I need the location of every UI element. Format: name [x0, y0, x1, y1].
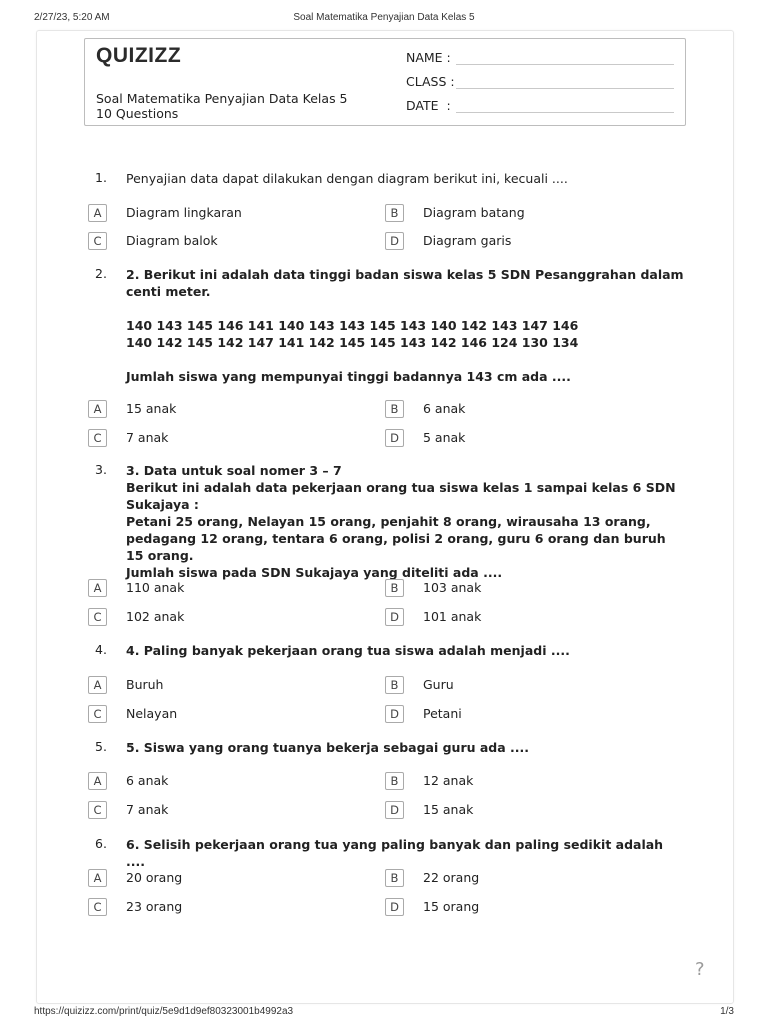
question-paragraph: 140 143 145 146 141 140 143 143 145 143 140 142 143 147 146 140 142 145 142 147 141 142 145 145 143 142 146 124 130 134: [126, 318, 579, 350]
option-label: Diagram balok: [126, 233, 218, 248]
worksheet: [36, 30, 734, 1004]
option-label: 12 anak: [423, 773, 474, 788]
option-letter-box: B: [385, 869, 404, 887]
option-label: Nelayan: [126, 706, 178, 721]
option-label: 15 orang: [423, 899, 480, 914]
option-label: 5 anak: [423, 430, 466, 445]
option-letter-box: D: [385, 898, 404, 916]
option-label: 7 anak: [126, 802, 169, 817]
question-number: 1.: [95, 170, 107, 185]
option-letter-box: A: [88, 204, 107, 222]
option-label: 20 orang: [126, 870, 183, 885]
print-title: Soal Matematika Penyajian Data Kelas 5: [293, 12, 475, 23]
page-number: 1/3: [720, 1006, 734, 1017]
option-letter-box: A: [88, 772, 107, 790]
question-paragraph: Jumlah siswa yang mempunyai tinggi badannya 143 cm ada ....: [126, 369, 571, 384]
option-letter-box: A: [88, 869, 107, 887]
worksheet-header: [84, 38, 686, 126]
question-text: [126, 462, 686, 581]
option-label: 103 anak: [423, 580, 482, 595]
option-letter-box: D: [385, 608, 404, 626]
option-letter-box: C: [88, 429, 107, 447]
option-label: 6 anak: [126, 773, 169, 788]
option-letter-box: D: [385, 705, 404, 723]
option-letter-box: C: [88, 608, 107, 626]
option-label: 102 anak: [126, 609, 185, 624]
option-label: Buruh: [126, 677, 164, 692]
option-letter-box: B: [385, 579, 404, 597]
date-line: [456, 112, 674, 113]
question-paragraph: 6. Selisih pekerjaan orang tua yang paling banyak dan paling sedikit adalah ....: [126, 837, 668, 869]
option-label: 7 anak: [126, 430, 169, 445]
option-label: Diagram lingkaran: [126, 205, 242, 220]
name-label: NAME :: [406, 50, 451, 65]
option-letter-box: C: [88, 898, 107, 916]
print-footer: [0, 1000, 768, 1024]
option-letter-box: A: [88, 400, 107, 418]
option-letter-box: A: [88, 579, 107, 597]
option-label: Diagram garis: [423, 233, 512, 248]
option-letter-box: B: [385, 400, 404, 418]
date-field: [406, 98, 451, 113]
question-text: [126, 170, 686, 187]
option-letter-box: C: [88, 801, 107, 819]
question-number: 6.: [95, 836, 107, 851]
option-letter-box: B: [385, 204, 404, 222]
option-letter-box: D: [385, 232, 404, 250]
option-label: 22 orang: [423, 870, 480, 885]
question-text: [126, 642, 686, 659]
option-letter-box: D: [385, 801, 404, 819]
question-paragraph: 2. Berikut ini adalah data tinggi badan siswa kelas 5 SDN Pesanggrahan dalam centi meter.: [126, 267, 688, 299]
class-line: [456, 88, 674, 89]
quiz-title: Soal Matematika Penyajian Data Kelas 5: [96, 91, 348, 106]
option-label: 101 anak: [423, 609, 482, 624]
option-label: 6 anak: [423, 401, 466, 416]
question-paragraph: 5. Siswa yang orang tuanya bekerja sebagai guru ada ....: [126, 740, 530, 755]
print-date: 2/27/23, 5:20 AM: [34, 12, 110, 23]
class-label: CLASS :: [406, 74, 455, 89]
option-label: Petani: [423, 706, 462, 721]
option-label: 15 anak: [423, 802, 474, 817]
question-text: [126, 266, 686, 385]
question-count: 10 Questions: [96, 106, 179, 121]
option-label: 23 orang: [126, 899, 183, 914]
option-label: Diagram batang: [423, 205, 525, 220]
option-label: Guru: [423, 677, 454, 692]
option-letter-box: C: [88, 705, 107, 723]
name-line: [456, 64, 674, 65]
name-field: [406, 50, 451, 65]
question-text: [126, 836, 686, 870]
question-paragraph: [126, 351, 686, 368]
class-field: [406, 74, 455, 89]
question-number: 3.: [95, 462, 107, 477]
date-label: DATE :: [406, 98, 451, 113]
option-label: 110 anak: [126, 580, 185, 595]
question-number: 2.: [95, 266, 107, 281]
question-paragraph: 3. Data untuk soal nomer 3 – 7: [126, 463, 342, 478]
print-url: https://quizizz.com/print/quiz/5e9d1d9ef80323001b4992a3: [34, 1006, 294, 1017]
option-letter-box: C: [88, 232, 107, 250]
question-paragraph: [126, 300, 686, 317]
print-header: [0, 0, 768, 30]
help-icon[interactable]: ?: [695, 959, 705, 980]
question-number: 4.: [95, 642, 107, 657]
question-paragraph: 4. Paling banyak pekerjaan orang tua siswa adalah menjadi ....: [126, 643, 570, 658]
quizizz-logo: QUIZIZZ: [96, 44, 182, 67]
option-label: 15 anak: [126, 401, 177, 416]
question-paragraph: Petani 25 orang, Nelayan 15 orang, penjahit 8 orang, wirausaha 13 orang, pedagang 12 orang, tentara 6 orang, polisi 2 orang, guru 6 orang dan buruh 15 orang.: [126, 514, 671, 563]
option-letter-box: B: [385, 676, 404, 694]
question-paragraph: Jumlah siswa pada SDN Sukajaya yang diteliti ada ....: [126, 565, 503, 580]
question-number: 5.: [95, 739, 107, 754]
option-letter-box: D: [385, 429, 404, 447]
question-paragraph: Penyajian data dapat dilakukan dengan diagram berikut ini, kecuali ....: [126, 171, 568, 186]
question-paragraph: Berikut ini adalah data pekerjaan orang tua siswa kelas 1 sampai kelas 6 SDN Sukajaya :: [126, 480, 680, 512]
question-text: [126, 739, 686, 756]
option-letter-box: A: [88, 676, 107, 694]
option-letter-box: B: [385, 772, 404, 790]
